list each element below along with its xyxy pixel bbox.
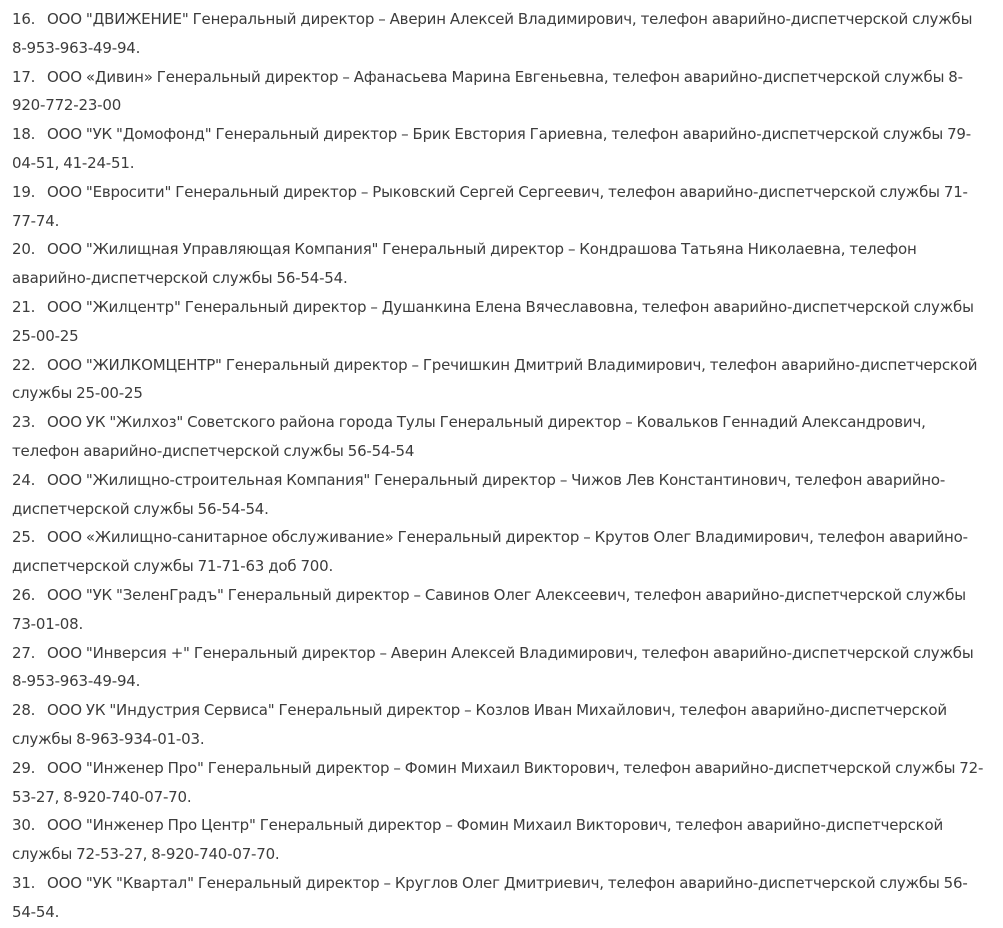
list-item [12,869,984,927]
item-number: 25. [12,528,36,547]
item-text: ООО "Жилищно-строительная Компания" Генеральный директор – Чижов Лев Константинович, телефон аварийно-диспетчерской службы 56-54-54. [12,470,946,518]
item-text: ООО "ЖИЛКОМЦЕНТР" Генеральный директор – Гречишкин Дмитрий Владимирович, телефон аварийно-диспетчерской службы 25-00-25 [12,355,978,403]
item-number: 28. [12,701,36,720]
item-number: 18. [12,125,36,144]
item-number: 17. [12,67,36,86]
item-number: 22. [12,355,36,374]
item-number: 21. [12,297,36,316]
item-text: ООО УК "Жилхоз" Советского района города Тулы Генеральный директор – Ковальков Геннадий Александрович, телефон аварийно-диспетчерской службы 56-54-54 [12,413,926,460]
item-number: 27. [12,643,36,662]
item-number: 19. [12,182,36,201]
item-text: ООО «Дивин» Генеральный директор – Афанасьева Марина Евгеньевна, телефон аварийно-диспетчерской службы 8-920-772-23-00 [12,67,963,115]
item-number: 31. [12,873,36,892]
item-number: 26. [12,585,36,604]
item-text: ООО "Инженер Про Центр" Генеральный директор – Фомин Михаил Викторович, телефон аварийно-диспетчерской службы 72-53-27, 8-920-740-07-70. [12,816,944,864]
list-item [12,466,984,524]
item-number: 30. [12,816,36,835]
list-item [12,178,984,236]
item-text: ООО "УК "ЗеленГрадъ" Генеральный директор – Савинов Олег Алексеевич, телефон аварийно-диспетчерской службы 73-01-08. [12,585,966,633]
item-number: 29. [12,758,36,777]
item-text: ООО "Евросити" Генеральный директор – Рыковский Сергей Сергеевич, телефон аварийно-диспетчерской службы 71-77-74. [12,182,968,230]
item-text: ООО "ДВИЖЕНИЕ" Генеральный директор – Аверин Алексей Владимирович, телефон аварийно-диспетчерской службы 8-953-963-49-94. [12,10,973,57]
item-text: ООО «Жилищно-санитарное обслуживание» Генеральный директор – Крутов Олег Владимирович, телефон аварийно-диспетчерской службы 71-71-63 доб 700. [12,528,968,576]
item-text: ООО "УК "Квартал" Генеральный директор – Круглов Олег Дмитриевич, телефон аварийно-диспетчерской службы 56-54-54. [12,873,968,921]
list-item [12,523,984,581]
item-number: 23. [12,413,36,432]
item-number: 20. [12,240,36,259]
management-company-list [12,5,984,927]
list-item [12,120,984,178]
list-item [12,811,984,869]
list-item [12,63,984,121]
list-item [12,696,984,754]
list-item [12,754,984,812]
item-text: ООО УК "Индустрия Сервиса" Генеральный директор – Козлов Иван Михайлович, телефон аварийно-диспетчерской службы 8-963-934-01-03. [12,701,947,748]
list-item [12,235,984,293]
list-item [12,351,984,409]
list-item [12,639,984,697]
item-text: ООО "Жилцентр" Генеральный директор – Душанкина Елена Вячеславовна, телефон аварийно-диспетчерской службы 25-00-25 [12,297,974,345]
document-body [12,5,984,927]
item-text: ООО "Инженер Про" Генеральный директор – Фомин Михаил Викторович, телефон аварийно-диспетчерской службы 72-53-27, 8-920-740-07-70. [12,758,984,806]
list-item [12,293,984,351]
list-item [12,408,984,466]
item-text: ООО "Жилищная Управляющая Компания" Генеральный директор – Кондрашова Татьяна Николаевна, телефон аварийно-диспетчерской службы 56-54-54. [12,240,917,288]
item-number: 16. [12,10,36,28]
item-text: ООО "Инверсия +" Генеральный директор – Аверин Алексей Владимирович, телефон аварийно-диспетчерской службы 8-953-963-49-94. [12,643,974,691]
item-text: ООО "УК "Домофонд" Генеральный директор – Брик Евстория Гариевна, телефон аварийно-диспетчерской службы 79-04-51, 41-24-51. [12,125,971,172]
list-item [12,5,984,63]
item-number: 24. [12,470,36,489]
list-item [12,581,984,639]
